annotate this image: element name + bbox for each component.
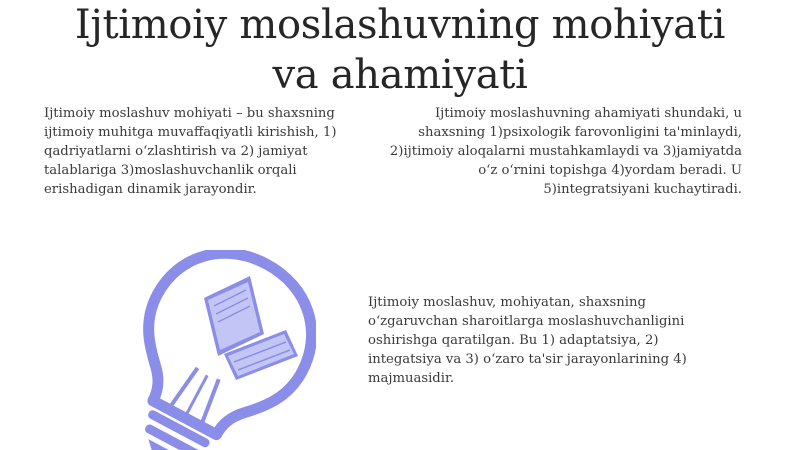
slide-title — [0, 0, 800, 100]
slide-title-line2: va ahamiyati — [272, 52, 528, 98]
paragraph-summary: Ijtimoiy moslashuv, mohiyatan, shaxsning o‘zgaruvchan sharoitlarga moslashuvchanligini oshirishga qaratilgan. Bu 1) adaptatsiya, 2) integatsiya va 3) o‘zaro ta'sir jarayonlarining 4) majmuasidir. — [368, 295, 687, 386]
slide-title-line1: Ijtimoiy moslashuvning mohiyati — [74, 2, 726, 48]
paragraph-essence: Ijtimoiy moslashuv mohiyati – bu shaxsning ijtimoiy muhitga muvaffaqiyatli kirishish, 1) qadriyatlarni o‘zlashtirish va 2) jamiyat talablariga 3)moslashuvchanlik orqali erishadigan dinamik jarayondir. — [44, 106, 337, 197]
lightbulb-with-book-icon — [96, 250, 316, 450]
paragraph-importance: Ijtimoiy moslashuvning ahamiyati shundaki, u shaxsning 1)psixologik farovonligini ta'minlaydi, 2)ijtimoiy aloqalarni mustahkamlaydi va 3)jamiyatda o‘z o‘rnini topishga 4)yordam beradi. U 5)integratsiyani kuchaytiradi. — [389, 106, 742, 197]
